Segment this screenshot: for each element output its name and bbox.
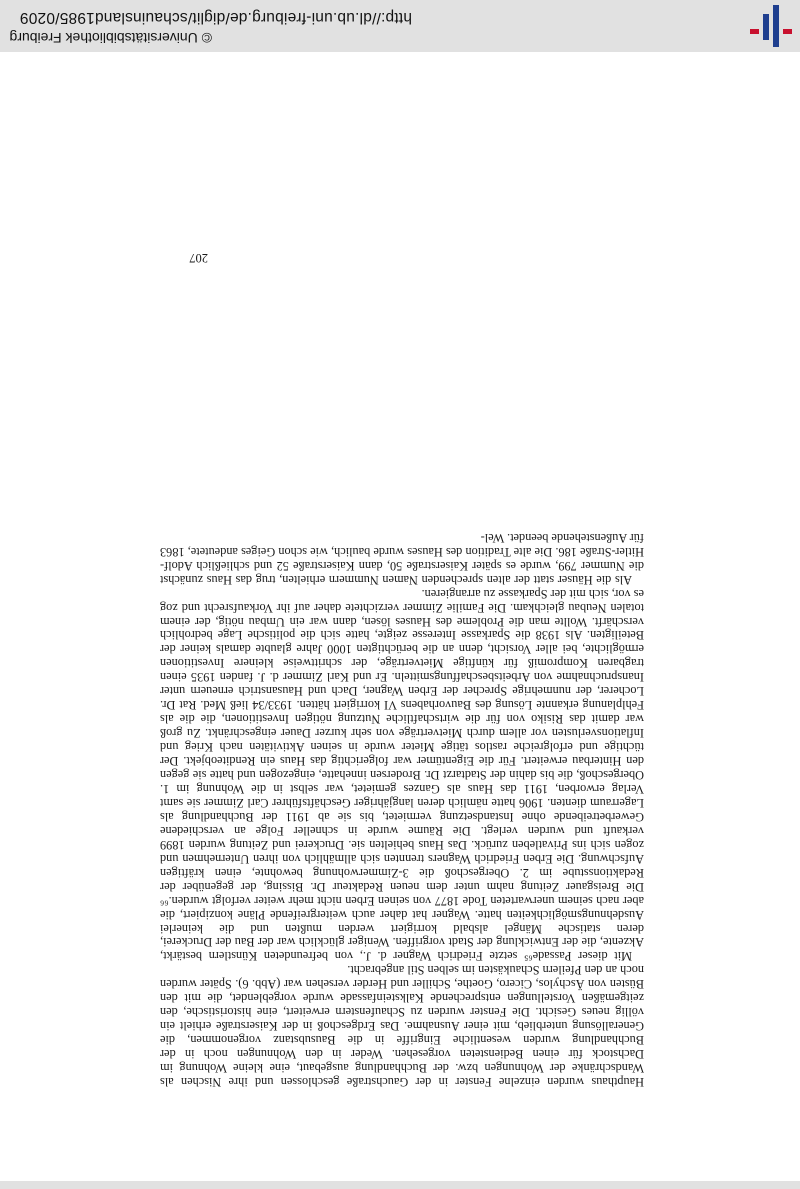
footer-copyright: © Universitätsbibliothek Freiburg bbox=[9, 30, 212, 46]
footer-bar bbox=[0, 0, 800, 52]
paragraph-1: Haupthaus wurden einzelne Fenster in der Gauchstraße geschlossen und ihre Nischen als Wandschränke der Wohnungen bzw. der Buchhandlung ausgebaut, eine kleine Wohnung im Dachstock für einen Bediensteten vorgesehen. Weder in den Wohnungen noch in der Buchhandlung wurden wesentliche Eingriffe in die Bausubstanz vorgenommen, die Generallösung unterblieb, mit einer Ausnahme. Das Erdgeschoß in der Kaiserstraße erhielt ein völlig neues Gesicht. Die Fenster wurden zu Schaufenstern erweitert, eine historistische, den zeitgemäßen Vorstellungen entsprechende Kalksteinfassade wurde vorgeblendet, die mit den Büsten von Äschylos, Cicero, Goethe, Schiller und Herder versehen war (Abb. 6). Später wurden noch an den Pfeilern Schaukästen im selben Stil angebracht. bbox=[160, 963, 644, 1089]
paragraph-2: Mit dieser Passade⁶⁵ setzte Friedrich Wagner d. J., von befreundeten Künstlern bestärkt, Akzente, die der Entwicklung der Stadt vorgriffen. Weniger glücklich war der Bau der Druckerei, deren statische Mängel alsbald korrigiert werden mußten und die keinerlei Ausdehnungsmöglichkeiten hatte. Wagner hat daher auch weitergreifende Pläne konzipiert, die aber nach seinem unerwarteten Tode 1877 von seinen Erben nicht mehr weiter verfolgt wurden.⁶⁶ Die Breisgauer Zeitung nahm unter dem neuen Redakteur Dr. Bissing, der gegenüber der Redaktionsstube im 2. Obergeschoß die 3-Zimmerwohnung bewohnte, einen kräftigen Aufschwung. Die Erben Friedrich Wagners trennten sich allmählich von ihren Unternehmen und zogen sich ins Privatleben zurück. Das Haus behielten sie. Druckerei und Zeitung wurden 1899 verkauft und wurden verlegt. Die Räume wurde in schneller Folge an verschiedene Gewerbetreibende ohne Instandsetzung vermietet, bis sie ab 1911 der Buchhandlung als Lagerraum dienten. 1906 hatte nämlich deren langjähriger Geschäftsführer Carl Zimmer sie samt Verlag erworben, 1911 das Haus als Ganzes gemietet, war selbst in die Wohnung im 1. Obergeschoß, die bis dahin der Stadtarzt Dr. Brodersen innehatte, eingezogen und hatte sie gegen den Hinterbau erweitert. Für die Eigentümer war folgerichtig das Haus ein Renditeobjekt. Der tüchtige und erfolgreiche rastlos tätige Mieter wurde in seinen Aktivitäten nach Krieg und Inflationsverlusten vor allem durch Mietverträge von sehr kurzer Dauer eingeschränkt. Zu groß war damit das Risiko von für die wirtschaftliche Nutzung nötigen Investitionen, die die als Fehlplanung erkannte Lösung des Bauvorhabens VI korrigiert hätten. 1933/34 ließ Med. Rat Dr. Locherer, der nunmehrige Sprecher der Erben Wagner, Dach und Hausanstrich erneuern unter Inanspruchnahme von Arbeitsbeschaffungsmitteln. Er und Karl Zimmer d. J. fanden 1935 einen tragbaren Kompromiß für künftige Mietverträge, der schrittweise kleinere Investitionen ermöglichte, bei aller Vorsicht, denn an die berüchtigten 1000 Jahre glaubte damals keiner der Beteiligten. Als 1938 die Sparkasse Interesse zeigte, hatte sich die politische Lage bedrohlich verschärft. Wollte man die Probleme des Hauses lösen, dann war ein Umbau nötig, der einem totalen Neubau gleichkam. Die Familie Zimmer verzichtete daher auf ihr Vorkaufsrecht und zog es vor, sich mit der Sparkasse zu arrangieren. bbox=[160, 586, 644, 964]
ub-freiburg-logo-icon bbox=[746, 4, 796, 48]
body-text bbox=[160, 530, 644, 1088]
viewer-bottom-strip bbox=[0, 1181, 800, 1189]
footer-url-link[interactable]: http://dl.ub.uni-freiburg.de/diglit/schauinsland1985/0209 bbox=[19, 9, 412, 26]
page-number: 207 bbox=[189, 251, 208, 265]
paragraph-3: Als die Häuser statt der alten sprechenden Namen Nummern erhielten, trug das Haus zunächst die Nummer 799, wurde es später Kaiserstraße 50, dann Kaiserstraße 52 und schließlich Adolf-Hitler-Straße 186. Die alte Tradition des Hauses wurde baulich, wie schon Geiges andeutete, 1863 für Außenstehende beendet. Wel- bbox=[160, 530, 644, 587]
